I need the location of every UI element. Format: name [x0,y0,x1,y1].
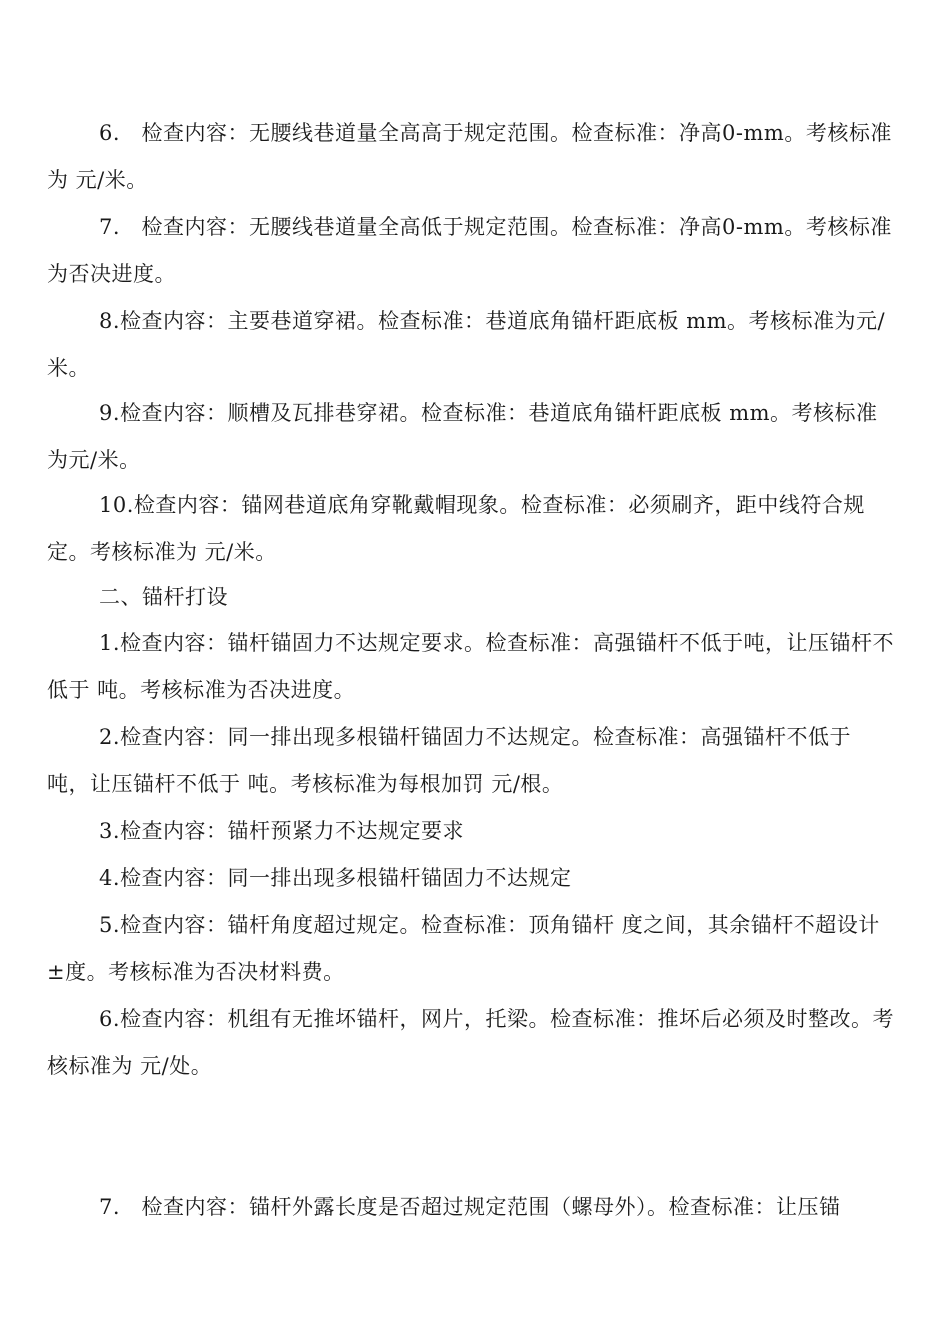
paragraph-item-9: 9.检查内容：顺槽及瓦排巷穿裙。检查标准：巷道底角锚杆距底板 mm。考核标准为元/米。 [47,401,878,472]
section-heading: 二、锚杆打设 [99,585,228,609]
paragraph-item-7: 7. 检查内容：无腰线巷道量全高低于规定范围。检查标准：净高0-mm。考核标准为否决进度。 [47,215,892,286]
section-item-3: 3.检查内容：锚杆预紧力不达规定要求 [99,819,465,843]
paragraph-item-6: 6. 检查内容：无腰线巷道量全高高于规定范围。检查标准：净高0-mm。考核标准为 元/米。 [47,121,892,192]
section-item-5: 5.检查内容：锚杆角度超过规定。检查标准：顶角锚杆 度之间，其余锚杆不超设计±度。考核标准为否决材料费。 [47,913,880,984]
section-item-4: 4.检查内容：同一排出现多根锚杆锚固力不达规定 [99,866,572,890]
section-item-2: 2.检查内容：同一排出现多根锚杆锚固力不达规定。检查标准：高强锚杆不低于 吨，让压锚杆不低于 吨。考核标准为每根加罚 元/根。 [47,725,852,796]
section-item-1: 1.检查内容：锚杆锚固力不达规定要求。检查标准：高强锚杆不低于吨，让压锚杆不低于 吨。考核标准为否决进度。 [47,631,895,702]
section-item-6: 6.检查内容：机组有无推坏锚杆，网片，托梁。检查标准：推坏后必须及时整改。考核标准为 元/处。 [47,1007,895,1078]
paragraph-item-10: 10.检查内容：锚网巷道底角穿靴戴帽现象。检查标准：必须刷齐，距中线符合规定。考核标准为 元/米。 [47,493,865,564]
section-item-7: 7. 检查内容：锚杆外露长度是否超过规定范围（螺母外）。检查标准：让压锚 [99,1195,841,1219]
paragraph-item-8: 8.检查内容：主要巷道穿裙。检查标准：巷道底角锚杆距底板 mm。考核标准为元/米。 [47,309,886,380]
